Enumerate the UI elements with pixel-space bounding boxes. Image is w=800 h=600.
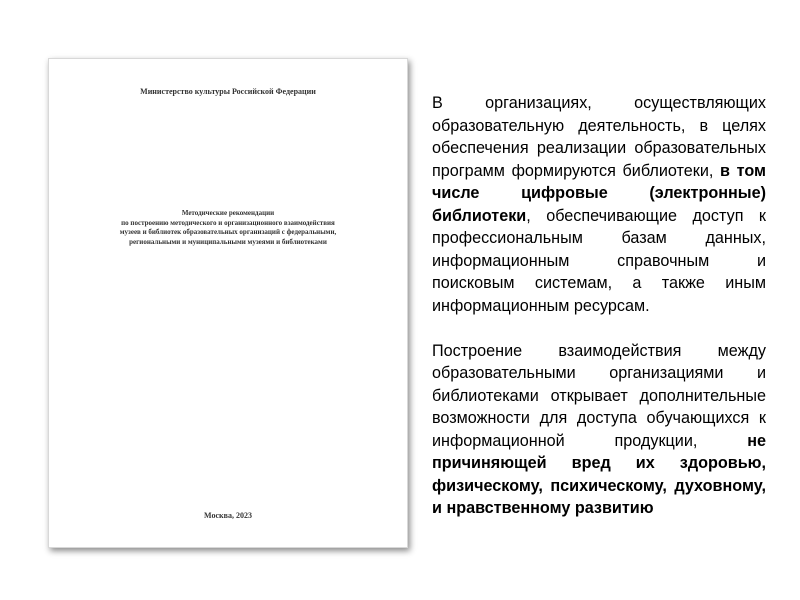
paragraph-text: , обеспечивающие доступ к профессиональным базам данных, информационным справочным и поисковым системам, а также иным информационным ресурсам. [432, 206, 766, 315]
cover-title-line: музеев и библиотек образовательных организаций с федеральными, [119, 228, 337, 236]
paragraph-libraries [432, 92, 766, 317]
cover-title-line: региональными и муниципальными музеями и библиотеками [129, 237, 327, 246]
paragraph-emphasis: в том числе цифровые (электронные) библиотеки [432, 161, 766, 225]
description-text [432, 92, 766, 520]
cover-title-line: Методические рекомендации [181, 209, 275, 217]
paragraph-text: В организациях, осуществляющих образовательную деятельность, в целях обеспечения реализации образовательных программ формируются библиотеки, [432, 94, 766, 180]
cover-city-year: Москва, 2023 [204, 511, 252, 520]
paragraph-emphasis: не причиняющей вред их здоровью, физическому, психическому, духовному, и нравственному развитию [432, 431, 766, 517]
paragraph-interaction [432, 340, 766, 520]
cover-ministry: Министерство культуры Российской Федерации [140, 87, 316, 96]
document-cover-image [48, 58, 408, 548]
paragraph-text: Построение взаимодействия между образовательными организациями и библиотеками открывает дополнительные возможности для доступа обучающихся к информационной продукции, [432, 341, 766, 450]
cover-title-line: по построению методического и организационного взаимодействия [121, 218, 335, 227]
cover-title [59, 209, 397, 247]
